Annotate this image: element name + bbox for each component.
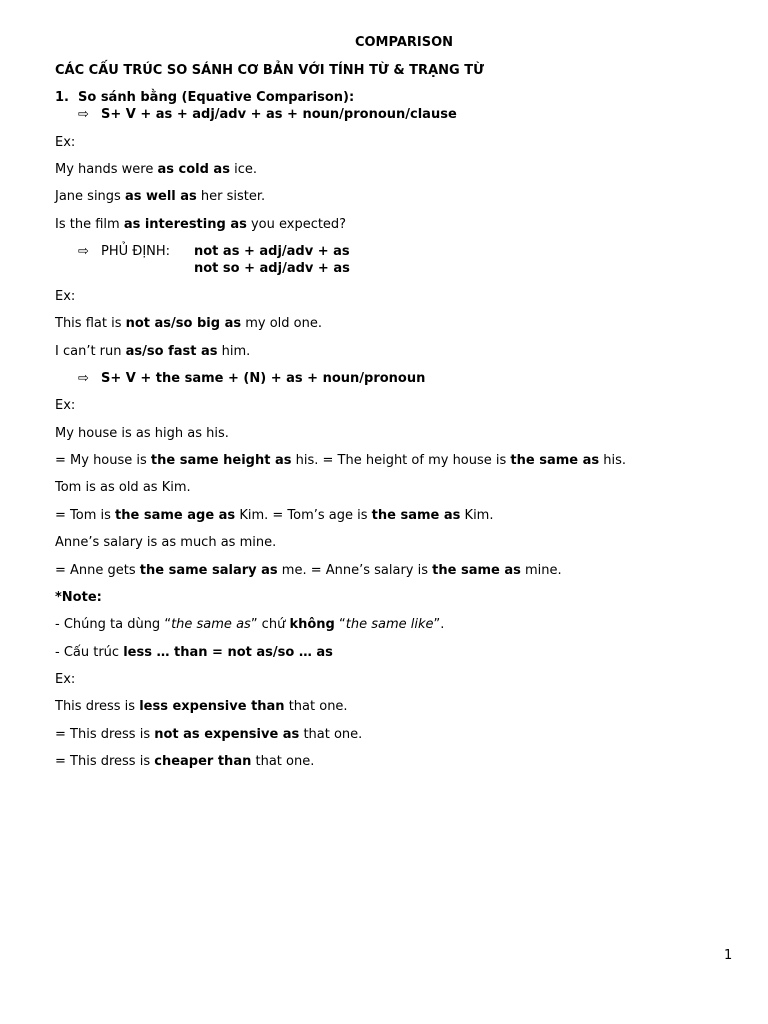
structure-1: S+ V + as + adj/adv + as + noun/pronoun/clause	[101, 107, 457, 122]
example-line: This dress is less expensive than that one.	[55, 699, 348, 714]
arrow-icon: ⇨	[78, 107, 89, 122]
structure-2: S+ V + the same + (N) + as + noun/pronoun	[101, 371, 426, 386]
example-line: This flat is not as/so big as my old one.	[55, 316, 322, 331]
example-line: My house is as high as his.	[55, 426, 229, 441]
doc-heading: CÁC CẤU TRÚC SO SÁNH CƠ BẢN VỚI TÍNH TỪ & TRẠNG TỪ	[55, 63, 484, 78]
section-1-title: So sánh bằng (Equative Comparison):	[78, 90, 355, 105]
negative-structure-2: not so + adj/adv + as	[194, 261, 350, 276]
example-line: = This dress is not as expensive as that one.	[55, 727, 363, 742]
example-line: Anne’s salary is as much as mine.	[55, 535, 277, 550]
negative-label: PHỦ ĐỊNH:	[101, 244, 171, 259]
example-line: = My house is the same height as his. = The height of my house is the same as his.	[55, 453, 627, 468]
arrow-icon: ⇨	[78, 244, 89, 259]
negative-structure-1: not as + adj/adv + as	[194, 244, 350, 259]
example-line: Tom is as old as Kim.	[55, 480, 191, 495]
note-label: *Note:	[55, 590, 102, 605]
note-line: - Chúng ta dùng “the same as” chứ không “the same like”.	[55, 617, 445, 632]
example-line: I can’t run as/so fast as him.	[55, 344, 251, 359]
ex-label: Ex:	[55, 289, 76, 304]
arrow-icon: ⇨	[78, 371, 89, 386]
section-1-number: 1.	[55, 90, 69, 105]
example-line: = This dress is cheaper than that one.	[55, 754, 315, 769]
ex-label: Ex:	[55, 135, 76, 150]
example-line: My hands were as cold as ice.	[55, 162, 257, 177]
ex-label: Ex:	[55, 398, 76, 413]
doc-title: COMPARISON	[354, 35, 454, 50]
page-number: 1	[724, 948, 733, 963]
ex-label: Ex:	[55, 672, 76, 687]
example-line: Is the film as interesting as you expected?	[55, 217, 347, 232]
example-line: Jane sings as well as her sister.	[55, 189, 266, 204]
example-line: = Tom is the same age as Kim. = Tom’s age is the same as Kim.	[55, 508, 494, 523]
note-line: - Cấu trúc less … than = not as/so … as	[55, 645, 333, 660]
example-line: = Anne gets the same salary as me. = Anne’s salary is the same as mine.	[55, 563, 562, 578]
